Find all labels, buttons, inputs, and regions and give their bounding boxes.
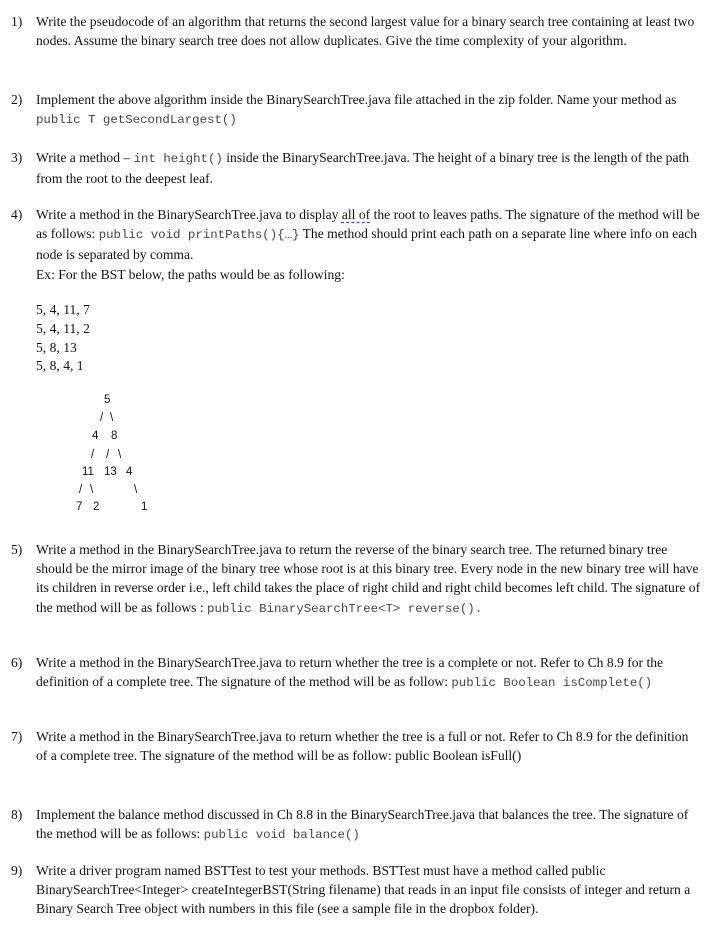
question-number: 5) xyxy=(11,542,23,557)
question-number: 9) xyxy=(11,863,23,878)
question-4 xyxy=(11,205,701,284)
question-text xyxy=(36,90,701,130)
tree-node: 13 xyxy=(104,466,117,478)
tree-node: 11 xyxy=(82,466,94,478)
tree-node: 8 xyxy=(111,430,118,442)
paths-list xyxy=(36,301,90,376)
text-segment: Write a method in the BinarySearchTree.java to return the reverse of the binary search tree. The returned binary tree should be the mirror image of the binary tree whose root is at this binary tree. Every node in the new binary tree will have its children in reverse order i.e., left child takes the place of right child and right child becomes left child. The signature of the method will be as follows : xyxy=(36,542,701,615)
question-8 xyxy=(11,805,701,845)
question-text xyxy=(36,148,701,188)
text-segment: The method should print each path on a separate line where info on each node is separated by comma. xyxy=(36,226,698,263)
question-5 xyxy=(11,540,701,619)
tree-edge: / xyxy=(100,412,104,424)
question-text: Write a driver program named BSTTest to test your methods. BSTTest must have a method called public BinarySearchTree<Integer> createIntegerBST(String filename) that reads in an input file consists of integer and return a Binary Search Tree object with numbers in this file (see a sample file in the dropbox folder). xyxy=(36,863,691,917)
code-snippet: public Boolean isComplete() xyxy=(451,676,653,691)
code-snippet: int height() xyxy=(133,152,223,166)
text-segment: Implement the above algorithm inside the BinarySearchTree.java file attached in the zip folder. Name your method as xyxy=(36,92,677,107)
tree-node: 4 xyxy=(92,430,99,442)
tree-node: 4 xyxy=(126,466,133,478)
path-line: 5, 4, 11, 2 xyxy=(36,320,90,336)
text-segment: inside the BinarySearchTree.java. The height of a binary tree is the length of the path from the root to the deepest leaf. xyxy=(36,150,690,187)
text-segment: the root to leaves paths. The signature of the method will be as follows: xyxy=(36,207,700,242)
tree-edge: \ xyxy=(110,412,114,424)
question-number: 3) xyxy=(11,150,23,165)
tree-node: 1 xyxy=(141,501,148,513)
question-number: 8) xyxy=(11,807,23,822)
path-line: 5, 8, 4, 1 xyxy=(36,358,84,374)
question-text xyxy=(36,540,701,619)
code-snippet: public T getSecondLargest() xyxy=(36,113,237,128)
tree-edge: / xyxy=(106,449,110,461)
code-snippet: public BinarySearchTree<T> reverse(). xyxy=(207,601,483,616)
question-number: 7) xyxy=(11,729,23,744)
tree-edge: / xyxy=(91,449,95,461)
question-text: Write a method in the BinarySearchTree.java to return whether the tree is a full or not. Refer to Ch 8.9 for the definition of a complete tree. The signature of the method will be as follow: public Boolean isFull() xyxy=(36,729,689,764)
question-3 xyxy=(11,148,701,188)
text-segment: Write a method in the BinarySearchTree.java to display xyxy=(36,207,342,222)
question-number: 2) xyxy=(11,92,23,107)
question-1 xyxy=(11,12,701,50)
question-6 xyxy=(11,653,701,693)
question-9 xyxy=(11,861,701,919)
tree-node: 7 xyxy=(76,501,83,513)
question-number: 6) xyxy=(11,655,23,670)
underlined-phrase: all of xyxy=(341,207,371,222)
path-line: 5, 4, 11, 7 xyxy=(36,302,90,317)
code-snippet: public void balance() xyxy=(203,828,360,843)
question-2 xyxy=(11,90,701,130)
question-text xyxy=(36,653,701,693)
tree-node: 2 xyxy=(93,501,100,513)
text-segment: Write a method – xyxy=(36,150,134,165)
question-number: 4) xyxy=(11,207,23,222)
question-7 xyxy=(11,727,701,765)
tree-edge: \ xyxy=(90,484,94,496)
question-text: Write the pseudocode of an algorithm that returns the second largest value for a binary search tree containing at least two nodes. Assume the binary search tree does not allow duplicates. Give the time complexity of your algorithm. xyxy=(36,14,695,49)
question-number: 1) xyxy=(11,14,23,29)
text-segment: Implement the balance method discussed in Ch 8.8 in the BinarySearchTree.java that balances the tree. The signature of the method will be as follows: xyxy=(36,807,689,842)
code-snippet: public void printPaths(){…} xyxy=(98,228,300,243)
tree-edge: / xyxy=(79,484,83,496)
question-text xyxy=(36,205,701,265)
path-line: 5, 8, 13 xyxy=(36,339,77,355)
tree-edge: \ xyxy=(134,484,138,496)
question-text xyxy=(36,805,701,845)
tree-node: 5 xyxy=(104,394,111,406)
tree-edge: \ xyxy=(118,449,122,461)
example-caption: Ex: For the BST below, the paths would be as following: xyxy=(36,266,345,282)
text-segment: Write a method in the BinarySearchTree.java to return whether the tree is a complete or not. Refer to Ch 8.9 for the definition of a complete tree. The signature of the method will be as follow: xyxy=(36,655,664,690)
